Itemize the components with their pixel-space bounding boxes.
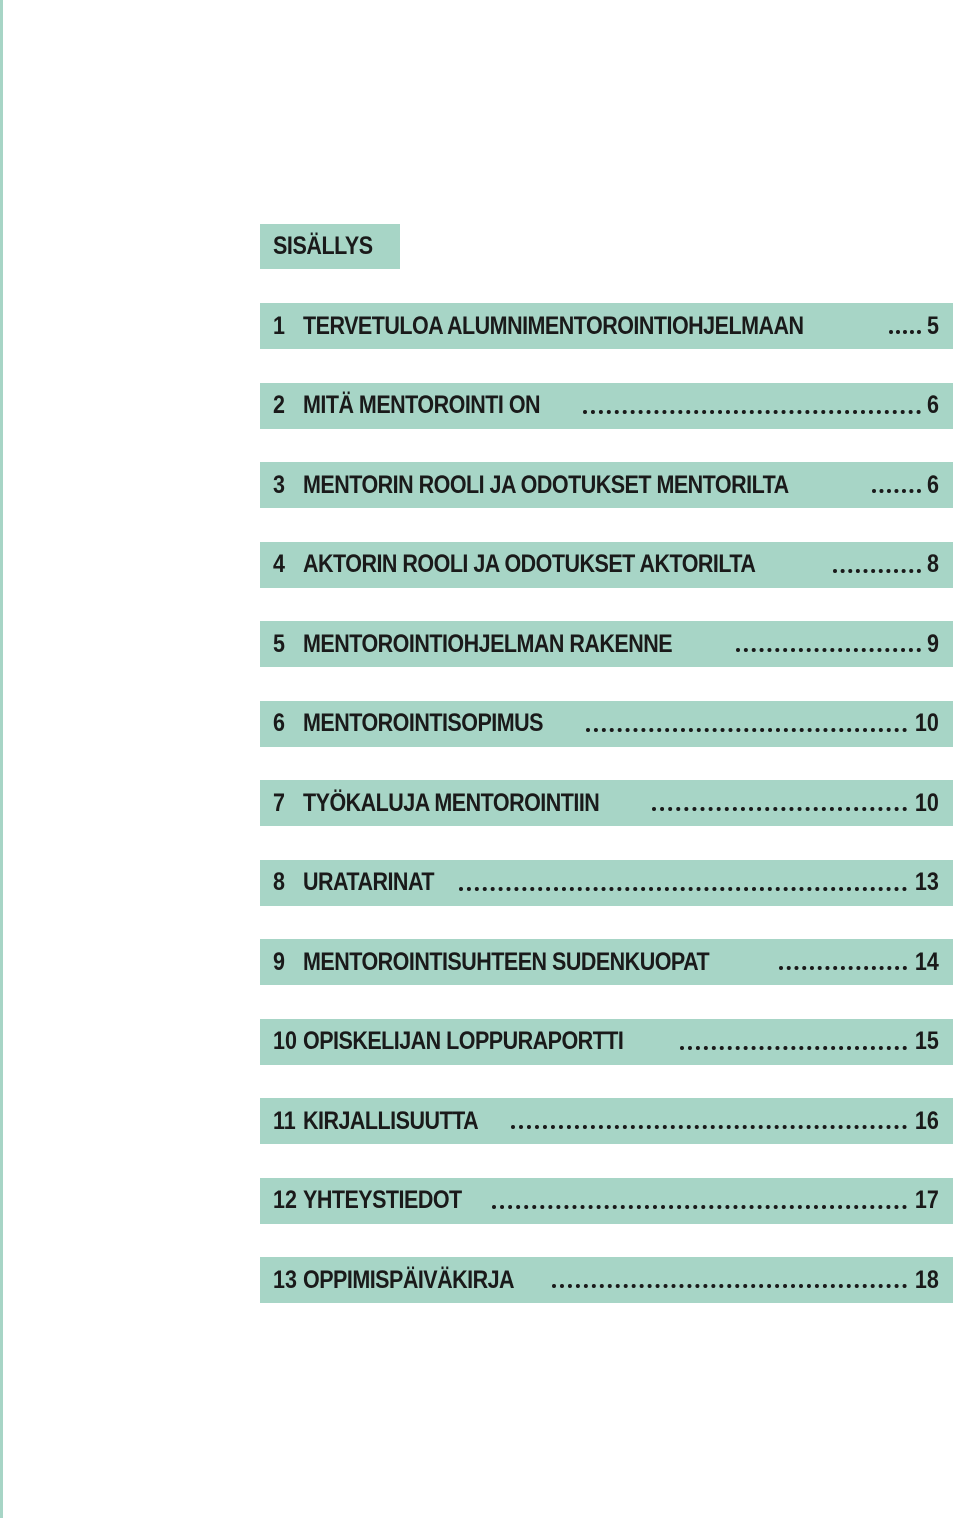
toc-entry-page: 17: [915, 1186, 939, 1214]
toc-entry-title: YHTEYSTIEDOT: [303, 1186, 462, 1214]
toc-entry-number: 10: [273, 1027, 297, 1055]
toc-entry-page: 13: [915, 868, 939, 896]
toc-entry-number: 6: [273, 709, 285, 737]
toc-entry-number: 1: [273, 311, 285, 340]
toc-entry-page: 5: [927, 311, 939, 340]
toc-entry-13[interactable]: [260, 1257, 953, 1303]
dot-leader: [511, 1105, 908, 1129]
toc-entry-10[interactable]: [260, 1019, 953, 1065]
toc-entry-6[interactable]: [260, 701, 953, 747]
toc-entry-title: URATARINAT: [303, 868, 434, 896]
toc-entry-page: 18: [915, 1265, 939, 1294]
dot-leader: [652, 787, 908, 811]
toc-entry-title: OPPIMISPÄIVÄKIRJA: [303, 1265, 515, 1294]
toc-entry-8[interactable]: [260, 860, 953, 906]
toc-entry-title: KIRJALLISUUTTA: [303, 1106, 479, 1135]
toc-entry-4[interactable]: [260, 542, 953, 588]
toc-entry-page: 8: [927, 550, 939, 578]
toc-entry-number: 9: [273, 947, 285, 976]
toc-entry-12[interactable]: [260, 1178, 953, 1224]
toc-heading-label: SISÄLLYS: [273, 232, 373, 260]
toc-entry-2[interactable]: [260, 383, 953, 429]
toc-entry-page: 6: [927, 391, 939, 419]
toc-entry-page: 15: [915, 1027, 939, 1055]
dot-leader: [492, 1185, 908, 1209]
toc-entry-page: 10: [915, 788, 939, 817]
toc-entry-page: 10: [915, 709, 939, 737]
dot-leader: [872, 469, 921, 493]
toc-entry-page: 14: [915, 947, 939, 976]
toc-entry-page: 6: [927, 470, 939, 499]
dot-leader: [680, 1026, 908, 1050]
toc-entry-title: TERVETULOA ALUMNIMENTOROINTIOHJELMAAN: [303, 311, 804, 340]
toc-entry-11[interactable]: [260, 1098, 953, 1144]
toc-entry-number: 13: [273, 1265, 297, 1294]
toc-entry-title: MENTOROINTISOPIMUS: [303, 709, 543, 737]
toc-entry-number: 5: [273, 629, 285, 658]
dot-leader: [889, 310, 921, 334]
toc-entry-number: 2: [273, 391, 285, 419]
toc-entry-title: MENTOROINTISUHTEEN SUDENKUOPAT: [303, 947, 710, 976]
toc-entry-title: TYÖKALUJA MENTOROINTIIN: [303, 788, 600, 817]
toc-entry-7[interactable]: [260, 780, 953, 826]
dot-leader: [586, 708, 907, 732]
toc-entry-number: 12: [273, 1186, 297, 1214]
toc-entry-5[interactable]: [260, 621, 953, 667]
toc-entry-page: 16: [915, 1106, 939, 1135]
toc-entry-number: 4: [273, 550, 285, 578]
toc-entry-number: 8: [273, 868, 285, 896]
dot-leader: [552, 1264, 907, 1288]
table-of-contents: [260, 303, 953, 1337]
toc-entry-title: OPISKELIJAN LOPPURAPORTTI: [303, 1027, 624, 1055]
toc-entry-9[interactable]: [260, 939, 953, 985]
toc-entry-number: 11: [273, 1106, 296, 1135]
dot-leader: [583, 390, 921, 414]
toc-entry-number: 7: [273, 788, 285, 817]
dot-leader: [833, 549, 921, 573]
page-edge-stripe: [0, 0, 3, 1518]
toc-entry-title: MENTORIN ROOLI JA ODOTUKSET MENTORILTA: [303, 470, 789, 499]
toc-entry-title: AKTORIN ROOLI JA ODOTUKSET AKTORILTA: [303, 550, 756, 578]
toc-entry-page: 9: [927, 629, 939, 658]
toc-heading: [260, 224, 400, 269]
toc-entry-1[interactable]: [260, 303, 953, 349]
dot-leader: [779, 946, 907, 970]
toc-entry-title: MITÄ MENTOROINTI ON: [303, 391, 541, 419]
toc-entry-3[interactable]: [260, 462, 953, 508]
dot-leader: [736, 628, 921, 652]
toc-entry-number: 3: [273, 470, 285, 499]
dot-leader: [459, 867, 907, 891]
toc-entry-title: MENTOROINTIOHJELMAN RAKENNE: [303, 629, 673, 658]
